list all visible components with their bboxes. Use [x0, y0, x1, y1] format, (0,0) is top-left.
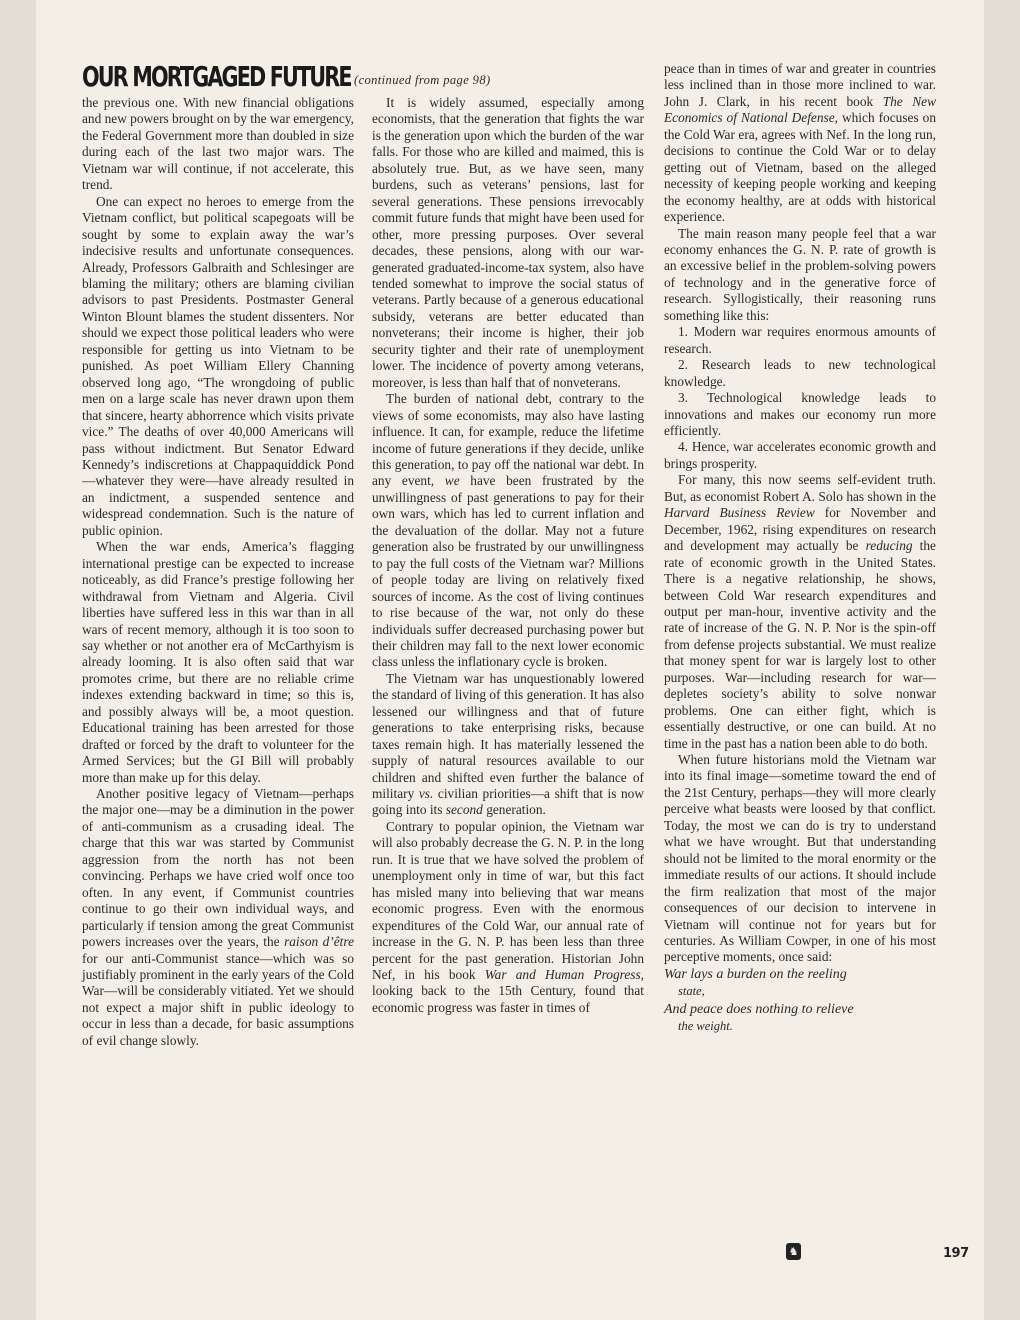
text-run: Another positive legacy of Vietnam—perhaps the major one—may be a diminution in the power of anti-communism as a crusading ideal. The charge that this war was started by Communist aggression from the north has not been convincing. Perhaps we have cried wolf once too often. In any event, if Communist countries continue to go their own individual ways, and particularly if tension among the great Communist powers increases over the years, the [82, 786, 354, 950]
verse-quote [664, 966, 936, 1036]
paragraph: When the war ends, America’s flagging international prestige can be expected to increase noticeably, as did France’s prestige following her withdrawal from Vietnam and Algeria. Civil liberties have suffered less in this war than in all wars of recent memory, although it is too soon to say whether or not another era of McCarthyism is already looming. It is also often said that war promotes crime, but there are no reliable crime indexes extending backward in time; so this is, and possibly always will be, a moot question. Educational training has been arrested for those drafted or forced by the draft to volunteer for the Armed Services; but the GI Bill will probably more than make up for this delay. [82, 539, 354, 785]
page-number: 197 [943, 1246, 969, 1261]
italic-text: we [444, 473, 460, 489]
verse-line: the weight. [678, 1019, 733, 1034]
text-run: peace than in times of war and greater in countries less inclined than in those more inclined to war. John J. Clark, in his recent book [664, 61, 936, 109]
text-run: have been frustrated by the unwillingness of past generations to pay for their own wars, which has led to current inflation and the devaluation of the dollar. May not a future generation also be frustrated by our unwillingness to pay the full costs of the Vietnam war? Millions of people today are living on relatively fixed sources of income. As the cost of living continues to rise because of the war, not only do these individuals suffer decreased purchasing power but their children may fall to the next lower economic class unless the inflationary cycle is broken. [372, 473, 644, 670]
paragraph: It is widely assumed, especially among economists, that the generation that fights the war is the generation upon which the burden of the war falls. For those who are killed and maimed, this is absolutely true. But, as we have seen, many burdens, such as veterans’ pensions, last for several generations. These pensions irrevocably commit future funds that might have been used for other, more pressing purposes. Over several decades, these pensions, along with our war-generated graduated-income-tax system, also have tended somewhat to improve the social status of veterans. Partly because of a generous educational subsidy, veterans are better educated than nonveterans; their income is higher, their job security tighter and their rate of unemployment lower. The incidence of poverty among veterans, moreover, is less than half that of nonveterans. [372, 95, 644, 390]
verse-line: state, [678, 984, 705, 999]
article-header [82, 60, 491, 94]
paragraph [372, 819, 644, 1016]
text-run: civilian priorities—a shift that is now going into its [372, 786, 644, 818]
paragraph: the previous one. With new financial obligations and new powers brought on by the war emergency, the Federal Government more than doubled in size during each of the last two major wars. The Vietnam war will continue, if not accelerate, this trend. [82, 95, 354, 193]
paragraph: When future historians mold the Vietnam war into its final image—sometime toward the end of the 21st Century, perhaps—they will more clearly perceive what beasts were loosed by that conflict. Today, the most we can do is try to understand what we have wrought. But that understanding should not be limited to the moral enormity or the immediate results of our actions. It should include the firm realization that most of the major consequences of our decision to intervene in Vietnam will continue not for years but for centuries. As William Cowper, in one of his most perceptive moments, once said: [664, 752, 936, 965]
paragraph [664, 472, 936, 752]
italic-text: Harvard Business Review [664, 505, 815, 521]
list-item: 4. Hence, war accelerates economic growth and brings prosperity. [664, 439, 936, 471]
text-run: For many, this now seems self-evident truth. But, as economist Robert A. Solo has shown in the [664, 472, 936, 504]
continued-note: (continued from page 98) [354, 73, 491, 87]
text-run: the rate of economic growth in the United States. There is a negative relationship, he shows, between Cold War research expenditures and output per man-hour, inventive activity and the rate of increase of the G. N. P. Nor is the spin-off from defense projects substantial. We must realize that money spent for war is largely lost to other purposes. War—including research for war—depletes society’s ability to solve nonwar problems. One can either fight, which is essentially destructive, or one can build. At no time in the past has a nation been able to do both. [664, 538, 936, 751]
rabbit-head-logo-icon: ♞ [786, 1243, 801, 1260]
text-run: The burden of national debt, contrary to the views of some economists, may also have lasting influence. It can, for example, reduce the lifetime income of future generations if they decide, unlike this generation, to pay off the national war debt. In any event, [372, 391, 644, 489]
italic-text: vs. [418, 786, 434, 802]
list-item: 2. Research leads to new technological knowledge. [664, 357, 936, 389]
italic-text: second [445, 802, 483, 818]
list-item: 1. Modern war requires enormous amounts of research. [664, 324, 936, 356]
text-run: for our anti-Communist stance—which was so justifiably prominent in the early years of the Cold War—will be considerably vitiated. Yet we should not expect a major shift in public ideology to occur in less than a decade, for basic assumptions of evil change slowly. [82, 950, 354, 1048]
verse-line: War lays a burden on the reeling [664, 966, 847, 982]
list-item: 3. Technological knowledge leads to innovations and makes our economy run more efficiently. [664, 390, 936, 438]
text-column-1 [82, 95, 354, 1049]
paragraph [664, 61, 936, 226]
text-run: looking back to the 15th Century, found that economic progress was faster in times of [372, 983, 644, 1015]
text-run: The Vietnam war has unquestionably lowered the standard of living of this generation. It has also lessened our willingness and that of future generations to take enterprising risks, because taxes remain high. It has materially lessened the supply of natural resources available to our children and shifted even further the balance of military [372, 670, 644, 802]
syllogism-list [664, 324, 936, 472]
paragraph [82, 786, 354, 1049]
italic-text: War and Human Progress, [484, 967, 644, 983]
paragraph [372, 391, 644, 671]
paragraph: One can expect no heroes to emerge from the Vietnam conflict, but political scapegoats will be sought by some to explain away the war’s indecisive results and unfortunate consequences. Already, Professors Galbraith and Schlesinger are blaming the military; others are blaming civilian advisors to past Presidents. Postmaster General Winton Blount blames the student dissenters. Nor should we expect those political leaders who were responsible for getting us into Vietnam to be punished. As poet William Ellery Channing observed long ago, “The wrongdoing of public men on a large scale has never drawn upon them that sincere, hearty abhorrence which visits private vice.” The deaths of over 40,000 Americans will pass without indictment. But Senator Edward Kennedy’s indiscretions at Chappaquiddick Pond—whatever they were—have already resulted in an indictment, a suspended sentence and widespread condemnation. Such is the nature of public opinion. [82, 193, 354, 538]
italic-text: reducing [865, 538, 913, 554]
text-run: which focuses on the Cold War era, agrees with Nef. In the long run, decisions to continue the Cold War or to delay getting out of Vietnam, based on the alleged necessity of keeping people working and keeping the economy healthy, are at odds with historical experience. [664, 110, 936, 225]
article-title: OUR MORTGAGED FUTURE [82, 60, 351, 93]
text-run: generation. [486, 802, 546, 818]
text-run: for November and December, 1962, rising expenditures on research and development may actually be [664, 505, 936, 554]
text-column-3 [664, 61, 936, 1036]
paragraph: The main reason many people feel that a war economy enhances the G. N. P. rate of growth is an excessive belief in the problem-solving powers of technology and in the generative force of research. Syllogistically, their reasoning runs something like this: [664, 225, 936, 323]
italic-text: raison d’être [284, 934, 355, 950]
paragraph [372, 671, 644, 819]
text-run: Contrary to popular opinion, the Vietnam war will also probably decrease the G. N. P. in the long run. It is true that we have solved the problem of unemployment only in time of war, but this fact has misled many into believing that war means economic progress. Even with the enormous expenditures of the Cold War, our annual rate of increase in the G. N. P. has been less than three percent for the past generation. Historian John Nef, in his book [372, 818, 644, 983]
italic-text: The New Economics of National Defense, [664, 93, 936, 126]
verse-line: And peace does nothing to relieve [664, 1001, 854, 1017]
text-column-2 [372, 95, 644, 1016]
